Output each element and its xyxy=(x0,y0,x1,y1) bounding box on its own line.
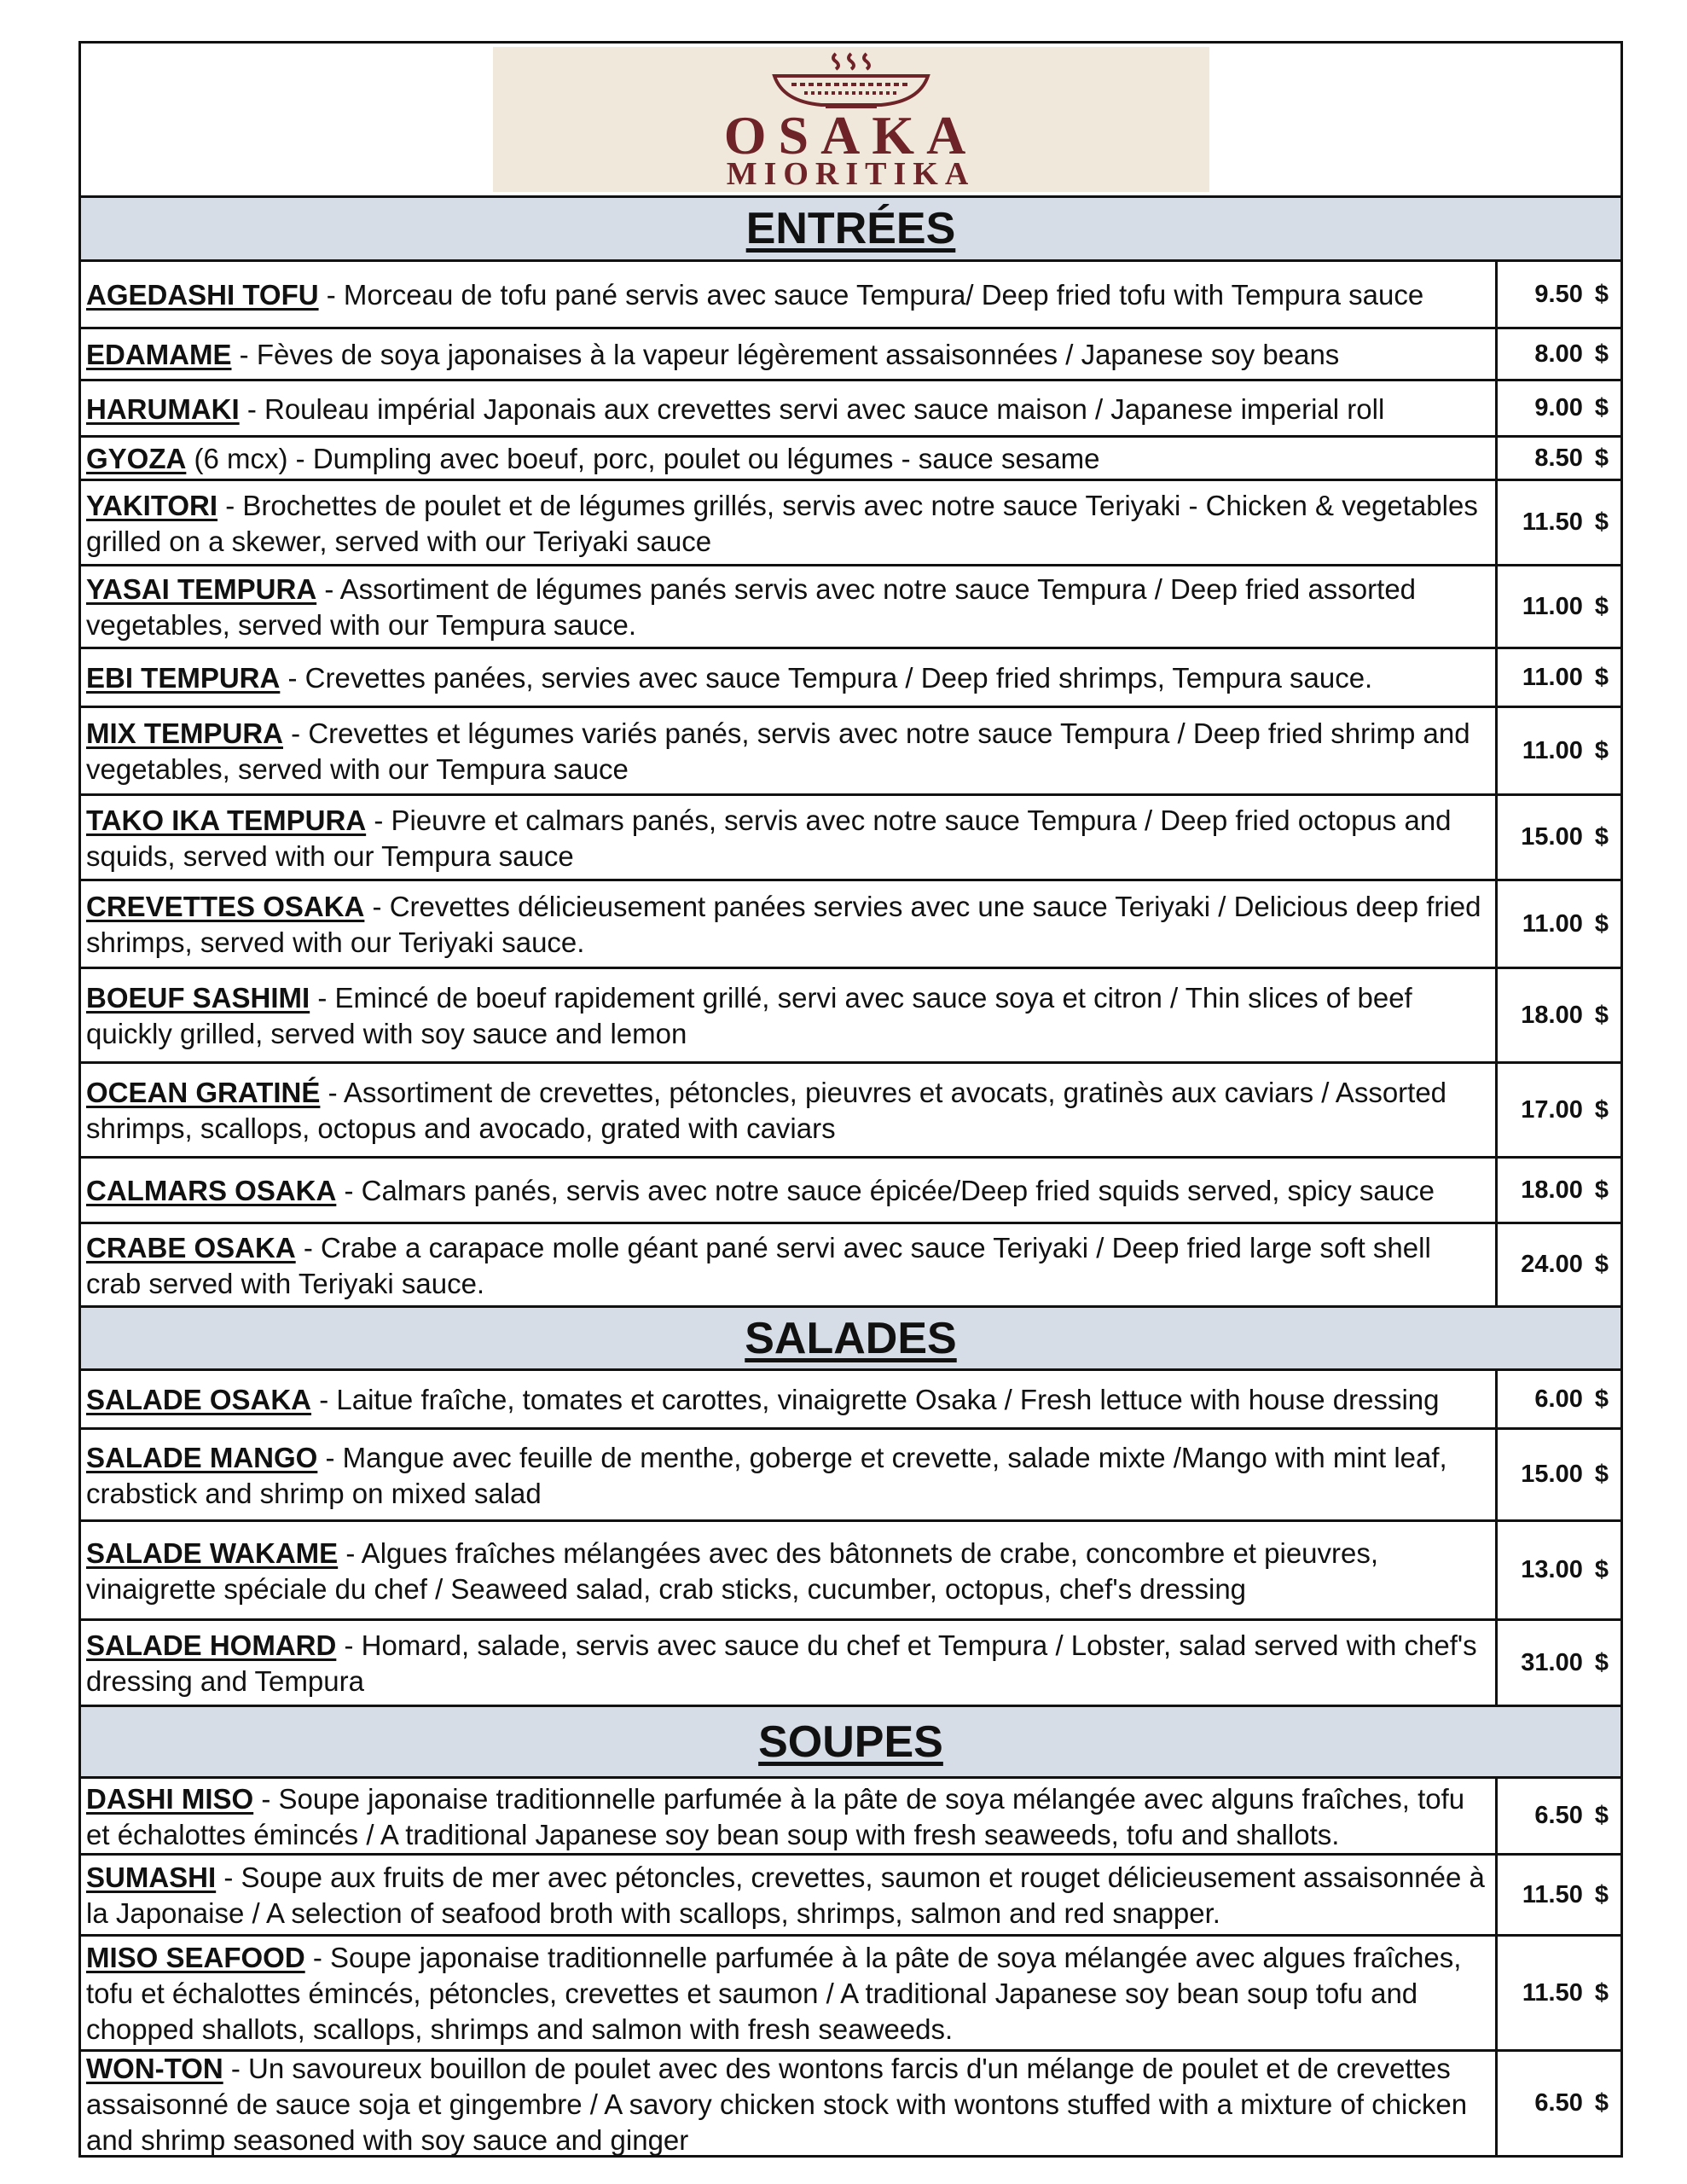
menu-item-price-cell xyxy=(1498,1779,1620,1853)
menu-item-price: 17.00 xyxy=(1521,1095,1583,1124)
menu-item-price: 11.50 xyxy=(1522,1978,1583,2007)
menu-item-description-cell xyxy=(81,1779,1498,1853)
menu-item-description-cell xyxy=(81,796,1498,879)
menu-item-row xyxy=(81,1371,1620,1430)
menu-item-price-cell xyxy=(1498,438,1620,479)
menu-item-description-cell xyxy=(81,1224,1498,1305)
currency-symbol: $ xyxy=(1594,1648,1609,1676)
menu-item-price: 11.50 xyxy=(1522,508,1583,536)
menu-item-description: - Morceau de tofu pané servis avec sauce Tempura/ Deep fried tofu with Tempura sauce xyxy=(318,279,1424,311)
menu-item-price-cell xyxy=(1498,708,1620,793)
menu-item-name: CALMARS OSAKA xyxy=(86,1175,337,1206)
currency-symbol: $ xyxy=(1594,1251,1609,1278)
menu-item-description-cell xyxy=(81,1856,1498,1934)
menu-item-description: - Crevettes et légumes variés panés, servis avec notre sauce Tempura / Deep fried shrimp and vegetables, served with our Tempura sauce xyxy=(86,717,1470,785)
menu-item-price: 11.00 xyxy=(1522,909,1583,938)
currency-symbol: $ xyxy=(1594,1095,1609,1124)
menu-item-description: - Pieuvre et calmars panés, servis avec notre sauce Tempura / Deep fried octopus and squids, served with our Tempura sauce xyxy=(86,804,1452,872)
menu-item-price: 15.00 xyxy=(1521,1461,1583,1488)
menu-item-description-cell xyxy=(81,566,1498,647)
menu-item-description: - Soupe aux fruits de mer avec pétoncles, crevettes, saumon et rouget délicieusement assaisonnée à la Japonaise / A selection of seafood broth with scallops, shrimps, salmon and red snapper. xyxy=(86,1862,1485,1929)
currency-symbol: $ xyxy=(1594,592,1609,620)
currency-symbol: $ xyxy=(1594,444,1609,472)
menu-table xyxy=(78,41,1623,2158)
menu-item-name: YAKITORI xyxy=(86,489,218,521)
menu-item-price-cell xyxy=(1498,796,1620,879)
menu-item-row xyxy=(81,1064,1620,1159)
menu-item-price: 13.00 xyxy=(1521,1556,1583,1583)
menu-item-description-cell xyxy=(81,2052,1498,2155)
menu-item-price-cell xyxy=(1498,649,1620,706)
menu-item-price: 11.00 xyxy=(1522,736,1583,764)
section-title: SALADES xyxy=(745,1313,957,1363)
menu-item-description-cell xyxy=(81,649,1498,706)
currency-symbol: $ xyxy=(1594,1556,1609,1583)
menu-item-row xyxy=(81,329,1620,381)
menu-item-name: CRABE OSAKA xyxy=(86,1231,296,1263)
menu-item-name: MIX TEMPURA xyxy=(86,717,283,749)
menu-item-name: EBI TEMPURA xyxy=(86,662,281,694)
menu-item-name: SALADE OSAKA xyxy=(86,1384,312,1415)
currency-symbol: $ xyxy=(1594,736,1609,764)
menu-item-name: SALADE WAKAME xyxy=(86,1536,339,1569)
currency-symbol: $ xyxy=(1594,508,1609,536)
menu-item-price: 9.00 xyxy=(1534,394,1583,421)
menu-item-description: (6 mcx) - Dumpling avec boeuf, porc, poulet ou légumes - sauce sesame xyxy=(186,443,1100,474)
menu-item-description: - Mangue avec feuille de menthe, goberge et crevette, salade mixte /Mango with mint leaf, crabstick and shrimp on mixed salad xyxy=(86,1441,1447,1509)
menu-item-price: 18.00 xyxy=(1521,1001,1583,1029)
menu-item-name: WON-TON xyxy=(86,2052,223,2084)
menu-item-price: 8.00 xyxy=(1534,340,1583,368)
menu-item-row xyxy=(81,1430,1620,1522)
menu-item-description-cell xyxy=(81,1371,1498,1427)
menu-item-name: GYOZA xyxy=(86,443,187,474)
menu-item-name: BOEUF SASHIMI xyxy=(86,982,310,1014)
menu-item-price-cell xyxy=(1498,1937,1620,2049)
menu-item-row xyxy=(81,481,1620,566)
menu-item-name: AGEDASHI TOFU xyxy=(86,279,319,311)
menu-item-price: 6.50 xyxy=(1534,1802,1583,1829)
menu-item-row xyxy=(81,708,1620,796)
menu-item-description: - Laitue fraîche, tomates et carottes, vinaigrette Osaka / Fresh lettuce with house dressing xyxy=(311,1384,1440,1415)
menu-item-description-cell xyxy=(81,262,1498,327)
section-header xyxy=(81,1707,1620,1779)
soup-bowl-icon xyxy=(757,50,945,112)
menu-item-name: EDAMAME xyxy=(86,339,232,370)
currency-symbol: $ xyxy=(1594,1978,1609,2007)
currency-symbol: $ xyxy=(1594,1176,1609,1204)
menu-item-price: 11.50 xyxy=(1522,1880,1583,1908)
menu-item-price-cell xyxy=(1498,1224,1620,1305)
menu-item-price: 31.00 xyxy=(1521,1648,1583,1676)
section-header xyxy=(81,198,1620,262)
menu-item-row xyxy=(81,1856,1620,1937)
menu-item-name: YASAI TEMPURA xyxy=(86,573,317,605)
menu-item-name: CREVETTES OSAKA xyxy=(86,891,365,922)
section-title: ENTRÉES xyxy=(745,204,956,253)
menu-item-description: - Crabe a carapace molle géant pané servi avec sauce Teriyaki / Deep fried large soft shell crab served with Teriyaki sauce. xyxy=(86,1231,1431,1299)
menu-item-description: - Assortiment de légumes panés servis avec notre sauce Tempura / Deep fried assorted vegetables, served with our Tempura sauce. xyxy=(86,573,1417,641)
menu-item-row xyxy=(81,262,1620,329)
menu-item-name: SALADE MANGO xyxy=(86,1441,318,1473)
menu-item-description-cell xyxy=(81,481,1498,564)
menu-item-price-cell xyxy=(1498,566,1620,647)
menu-item-price-cell xyxy=(1498,969,1620,1061)
menu-item-row xyxy=(81,881,1620,969)
restaurant-logo xyxy=(493,47,1209,192)
logo-text-mioritika: MIORITIKA xyxy=(726,156,976,192)
menu-item-description-cell xyxy=(81,969,1498,1061)
menu-item-price-cell xyxy=(1498,2052,1620,2155)
menu-item-row xyxy=(81,2052,1620,2155)
menu-item-name: OCEAN GRATINÉ xyxy=(86,1077,321,1108)
currency-symbol: $ xyxy=(1594,394,1609,421)
menu-item-row xyxy=(81,1522,1620,1621)
menu-item-name: MISO SEAFOOD xyxy=(86,1942,305,1973)
menu-item-description-cell xyxy=(81,1937,1498,2049)
menu-item-price-cell xyxy=(1498,1430,1620,1519)
section-title: SOUPES xyxy=(758,1716,943,1767)
menu-item-row xyxy=(81,796,1620,881)
menu-item-description: - Crevettes panées, servies avec sauce Tempura / Deep fried shrimps, Tempura sauce. xyxy=(280,662,1373,694)
menu-item-row xyxy=(81,1779,1620,1856)
menu-item-row xyxy=(81,381,1620,438)
menu-item-description: - Crevettes délicieusement panées servies avec une sauce Teriyaki / Delicious deep fried shrimps, served with our Teriyaki sauce. xyxy=(86,891,1481,958)
menu-item-description: - Un savoureux bouillon de poulet avec des wontons farcis d'un mélange de poulet et de crevettes assaisonné de sauce soja et gingembre / A savory chicken stock with wontons stuffed with a mixture of chicken and shrimp seasoned with soy sauce and ginger xyxy=(86,2052,1468,2156)
menu-item-description-cell xyxy=(81,1430,1498,1519)
currency-symbol: $ xyxy=(1594,909,1609,938)
menu-item-price: 24.00 xyxy=(1521,1251,1583,1278)
menu-item-description: - Calmars panés, servis avec notre sauce épicée/Deep fried squids served, spicy sauce xyxy=(336,1175,1435,1206)
currency-symbol: $ xyxy=(1594,340,1609,368)
menu-item-description: - Brochettes de poulet et de légumes grillés, servis avec notre sauce Teriyaki - Chicken & vegetables grilled on a skewer, served with our Teriyaki sauce xyxy=(86,489,1478,557)
menu-item-description-cell xyxy=(81,329,1498,379)
menu-item-price: 8.50 xyxy=(1534,444,1583,472)
menu-item-price-cell xyxy=(1498,1159,1620,1222)
menu-item-name: SALADE HOMARD xyxy=(86,1629,337,1661)
menu-item-description: - Fèves de soya japonaises à la vapeur légèrement assaisonnées / Japanese soy beans xyxy=(231,339,1340,370)
menu-item-price: 11.00 xyxy=(1522,592,1583,620)
currency-symbol: $ xyxy=(1594,1880,1609,1908)
menu-item-description-cell xyxy=(81,381,1498,435)
section-header xyxy=(81,1308,1620,1371)
menu-item-price-cell xyxy=(1498,262,1620,327)
logo-row xyxy=(81,44,1620,198)
menu-item-price-cell xyxy=(1498,1856,1620,1934)
menu-item-price: 11.00 xyxy=(1522,663,1583,691)
currency-symbol: $ xyxy=(1594,1385,1609,1413)
menu-item-description: - Algues fraîches mélangées avec des bâtonnets de crabe, concombre et pieuvres, vinaigrette spéciale du chef / Seaweed salad, crab sticks, cucumber, octopus, chef's dressing xyxy=(86,1536,1379,1605)
menu-item-price: 6.00 xyxy=(1534,1385,1583,1413)
menu-item-row xyxy=(81,1937,1620,2052)
menu-item-row xyxy=(81,1621,1620,1707)
currency-symbol: $ xyxy=(1594,663,1609,691)
menu-item-price-cell xyxy=(1498,481,1620,564)
menu-item-description-cell xyxy=(81,438,1498,479)
currency-symbol: $ xyxy=(1594,2089,1609,2117)
menu-item-row xyxy=(81,969,1620,1064)
menu-item-description-cell xyxy=(81,1159,1498,1222)
menu-item-description: - Assortiment de crevettes, pétoncles, pieuvres et avocats, gratinès aux caviars / Assorted shrimps, scallops, octopus and avocado, grated with caviars xyxy=(86,1077,1447,1144)
menu-item-name: HARUMAKI xyxy=(86,392,240,425)
currency-symbol: $ xyxy=(1594,1802,1609,1829)
menu-item-description: - Soupe japonaise traditionnelle parfumée à la pâte de soya mélangée avec alguns fraîches, tofu et échalottes émincés / A traditional Japanese soy bean soup with fresh seaweeds, tofu and shallots. xyxy=(86,1782,1465,1850)
menu-item-description-cell xyxy=(81,1064,1498,1156)
menu-item-price-cell xyxy=(1498,1371,1620,1427)
menu-item-description-cell xyxy=(81,1621,1498,1705)
menu-item-price-cell xyxy=(1498,329,1620,379)
menu-item-row xyxy=(81,438,1620,481)
currency-symbol: $ xyxy=(1594,1461,1609,1488)
menu-item-description: - Homard, salade, servis avec sauce du chef et Tempura / Lobster, salad served with chef's dressing and Tempura xyxy=(86,1629,1477,1697)
menu-item-price: 9.50 xyxy=(1534,280,1583,308)
menu-item-name: TAKO IKA TEMPURA xyxy=(86,804,367,836)
menu-item-price-cell xyxy=(1498,1621,1620,1705)
menu-item-description: - Rouleau impérial Japonais aux crevettes servi avec sauce maison / Japanese imperial roll xyxy=(239,392,1385,425)
menu-item-price-cell xyxy=(1498,1064,1620,1156)
menu-item-price: 18.00 xyxy=(1521,1176,1583,1204)
menu-item-description-cell xyxy=(81,708,1498,793)
menu-item-description: - Emincé de boeuf rapidement grillé, servi avec sauce soya et citron / Thin slices of beef quickly grilled, served with soy sauce and lemon xyxy=(86,982,1412,1049)
menu-item-name: SUMASHI xyxy=(86,1862,217,1893)
menu-item-description-cell xyxy=(81,881,1498,967)
currency-symbol: $ xyxy=(1594,1001,1609,1029)
menu-item-price-cell xyxy=(1498,881,1620,967)
menu-item-row xyxy=(81,1159,1620,1224)
menu-item-price: 6.50 xyxy=(1534,2089,1583,2117)
menu-item-description: - Soupe japonaise traditionnelle parfumée à la pâte de soya mélangée avec algues fraîches, tofu et échalottes émincés, pétoncles, crevettes et saumon / A traditional Japanese soy bean soup tofu and chopped shallots, scallops, shrimps and salmon with fresh seaweeds. xyxy=(86,1942,1462,2045)
currency-symbol: $ xyxy=(1594,280,1609,308)
logo-text-osaka: OSAKA xyxy=(723,105,978,166)
menu-item-row xyxy=(81,566,1620,649)
menu-item-price-cell xyxy=(1498,1522,1620,1618)
menu-item-row xyxy=(81,649,1620,708)
menu-item-description-cell xyxy=(81,1522,1498,1618)
menu-item-price-cell xyxy=(1498,381,1620,435)
menu-item-name: DASHI MISO xyxy=(86,1782,254,1815)
currency-symbol: $ xyxy=(1594,823,1609,851)
menu-item-price: 15.00 xyxy=(1521,823,1583,851)
menu-item-row xyxy=(81,1224,1620,1308)
